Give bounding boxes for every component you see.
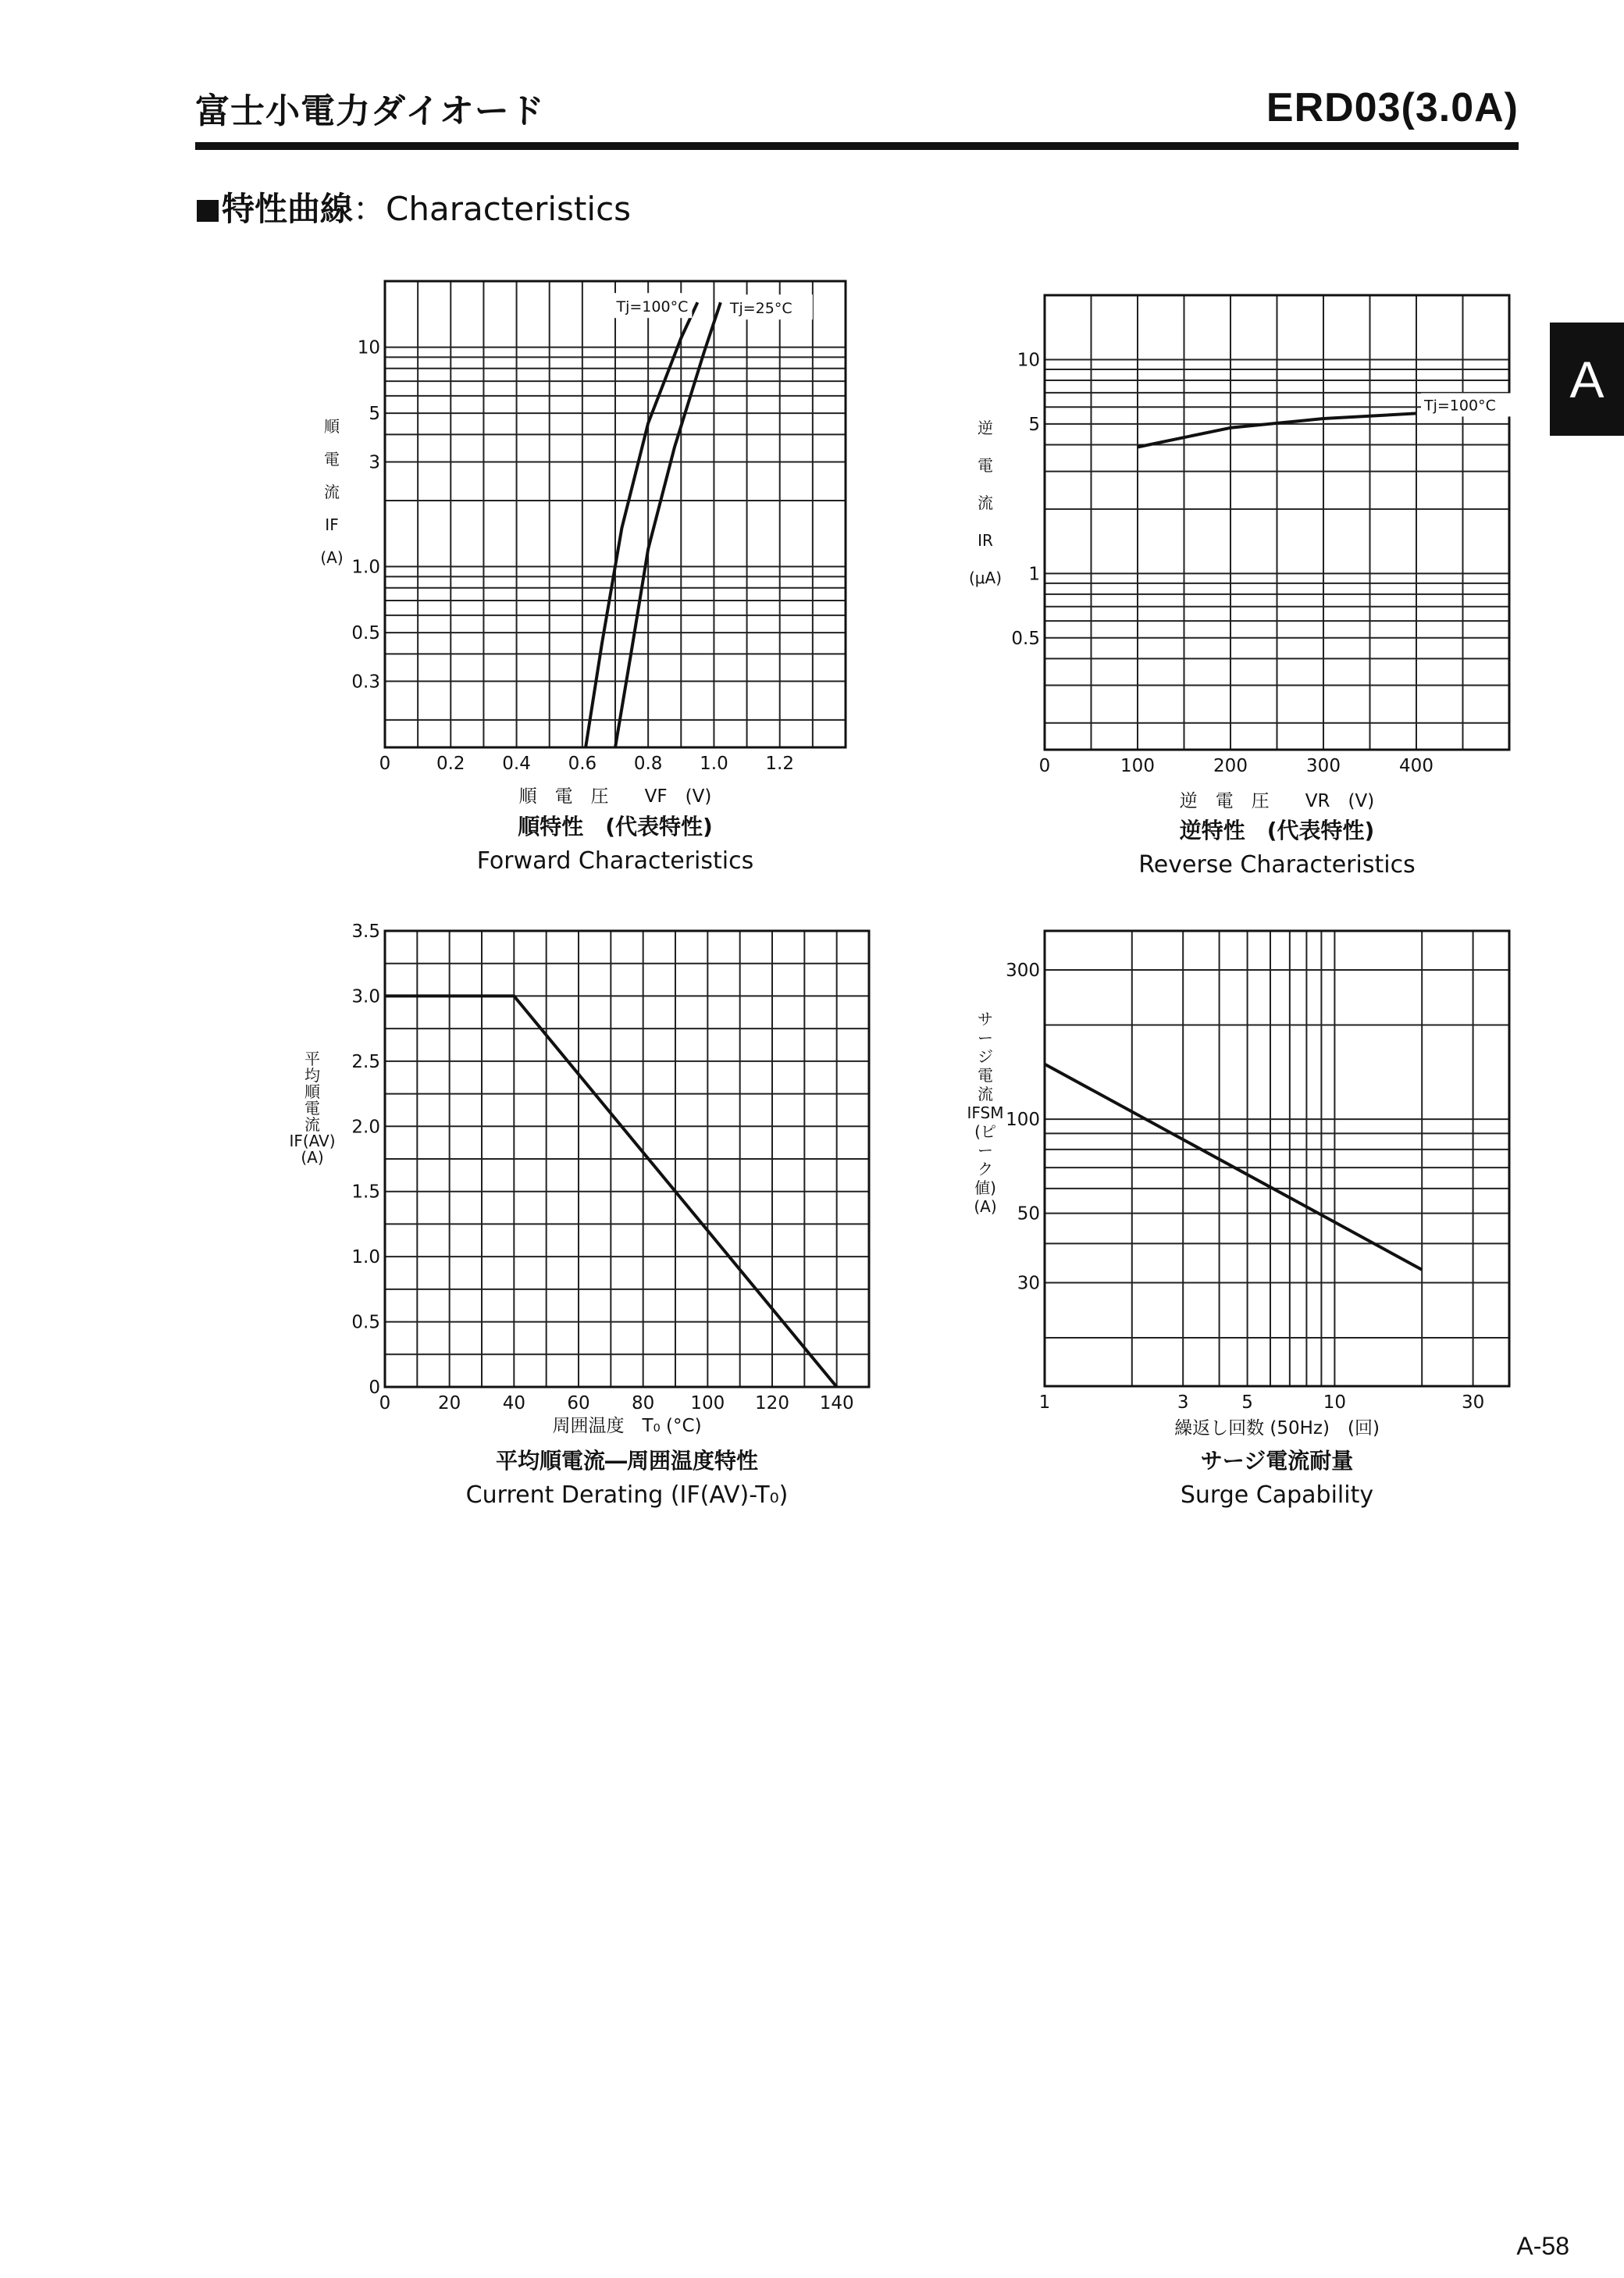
derating-x-tick-label: 80 (632, 1393, 655, 1414)
forward-x-tick-label: 0.4 (502, 754, 531, 774)
derating-y-tick-label: 2.0 (351, 1117, 380, 1138)
index-tab: A (1550, 323, 1624, 436)
surge-y-axis-label: サ (978, 1010, 993, 1028)
header-title-jp: 富士小電力ダイオード (195, 91, 545, 131)
derating-y-tick-label: 0.5 (351, 1312, 380, 1333)
derating-y-axis-label: 均 (304, 1066, 320, 1085)
surge-x-tick-label: 1 (1038, 1392, 1051, 1413)
forward-x-tick-label: 0.6 (568, 754, 597, 774)
derating-x-axis-label: 周囲温度 T₀ (°C) (552, 1416, 702, 1436)
reverse-x-tick-label: 100 (1120, 756, 1155, 776)
forward-x-tick-label: 1.0 (700, 754, 728, 774)
forward-title-en: Forward Characteristics (476, 847, 754, 875)
section-separator: ： (353, 190, 386, 228)
surge-y-axis-label: (A) (974, 1197, 997, 1216)
derating-x-tick-label: 20 (438, 1393, 461, 1414)
derating-y-tick-label: 3.0 (351, 986, 380, 1007)
forward-y-tick-label: 3 (369, 452, 380, 473)
surge-x-tick-label: 5 (1241, 1392, 1253, 1413)
surge-title-en: Surge Capability (1180, 1481, 1374, 1509)
derating-x-tick-label: 40 (502, 1393, 525, 1414)
surge-y-axis-label: (ピ (974, 1122, 996, 1141)
forward-y-axis-label: (A) (320, 548, 344, 567)
reverse-x-tick-label: 300 (1306, 756, 1341, 776)
surge-y-tick-label: 100 (1006, 1110, 1040, 1131)
reverse-y-axis-label: 逆 (978, 419, 993, 437)
surge-y-axis-label: ク (978, 1160, 993, 1178)
forward-title-jp: 順特性 (代表特性) (518, 814, 713, 840)
forward-x-tick-label: 0.8 (633, 754, 663, 774)
reverse-x-tick-label: 400 (1399, 756, 1433, 776)
surge-y-axis-label: ー (978, 1028, 993, 1047)
reverse-x-axis-label: 逆 電 圧 VR (V) (1179, 791, 1375, 811)
section-title-jp: 特性曲線 (222, 190, 354, 228)
surge-y-axis-label: ジ (978, 1047, 993, 1066)
surge-x-tick-label: 30 (1461, 1392, 1485, 1413)
forward-y-axis-label: 流 (324, 483, 340, 501)
forward-series-label: Tj=25°C (729, 300, 792, 318)
surge-title-jp: サージ電流耐量 (1200, 1448, 1354, 1474)
derating-y-axis-label: 順 (304, 1082, 320, 1101)
reverse-y-tick-label: 1 (1028, 564, 1040, 585)
derating-x-tick-label: 140 (819, 1393, 854, 1414)
reverse-y-tick-label: 10 (1017, 350, 1040, 371)
forward-x-axis-label: 順 電 圧 VF (V) (518, 786, 712, 807)
surge-y-tick-label: 50 (1017, 1203, 1040, 1225)
derating-x-tick-label: 60 (567, 1393, 590, 1414)
reverse-title-en: Reverse Characteristics (1138, 851, 1416, 879)
forward-y-tick-label: 10 (357, 337, 380, 358)
derating-y-tick-label: 1.0 (351, 1247, 380, 1268)
derating-y-tick-label: 1.5 (351, 1182, 380, 1203)
reverse-y-tick-label: 0.5 (1011, 628, 1040, 649)
forward-x-tick-label: 1.2 (765, 754, 795, 774)
section-title-en: Characteristics (386, 190, 632, 228)
reverse-title-jp: 逆特性 (代表特性) (1179, 818, 1375, 843)
surge-y-axis-label: 流 (978, 1085, 993, 1103)
forward-y-axis-label: 順 (324, 417, 340, 436)
derating-y-axis-label: 電 (304, 1099, 320, 1118)
forward-y-axis-label: 電 (324, 450, 340, 469)
reverse-y-axis-label: 流 (978, 494, 993, 512)
forward-y-tick-label: 0.3 (351, 672, 380, 693)
reverse-y-axis-label: 電 (978, 456, 993, 475)
surge-y-tick-label: 300 (1006, 961, 1040, 982)
forward-x-tick-label: 0.2 (436, 754, 465, 774)
page-number: A-58 (1516, 2232, 1569, 2260)
surge-frame (1045, 931, 1509, 1386)
derating-y-axis-label: (A) (301, 1148, 324, 1167)
forward-series-label: Tj=100°C (616, 298, 689, 316)
surge-y-axis-label: 値) (974, 1178, 996, 1197)
reverse-y-tick-label: 5 (1028, 414, 1040, 435)
derating-y-axis-label: 平 (304, 1050, 320, 1068)
derating-y-axis-label: IF(AV) (289, 1132, 336, 1150)
reverse-x-tick-label: 0 (1038, 756, 1051, 776)
derating-x-tick-label: 120 (755, 1393, 789, 1414)
derating-title-en: Current Derating (IF(AV)-T₀) (465, 1481, 789, 1509)
reverse-series-label: Tj=100°C (1424, 397, 1496, 415)
forward-y-tick-label: 1.0 (351, 557, 380, 578)
reverse-x-tick-label: 200 (1213, 756, 1248, 776)
surge-y-axis-label: 電 (978, 1066, 993, 1085)
derating-y-tick-label: 3.5 (351, 922, 380, 942)
surge-x-tick-label: 3 (1177, 1392, 1189, 1413)
forward-y-tick-label: 0.5 (351, 623, 380, 644)
surge-y-tick-label: 30 (1017, 1273, 1040, 1294)
reverse-y-axis-label: IR (978, 531, 993, 550)
derating-y-tick-label: 2.5 (351, 1051, 380, 1072)
forward-x-tick-label: 0 (379, 754, 391, 774)
surge-x-tick-label: 10 (1323, 1392, 1347, 1413)
derating-x-tick-label: 100 (690, 1393, 725, 1414)
surge-y-axis-label: ー (978, 1141, 993, 1160)
surge-y-axis-label: IFSM (967, 1103, 1004, 1122)
part-number: ERD03(3.0A) (1266, 85, 1519, 130)
forward-y-axis-label: IF (325, 515, 339, 534)
surge-x-axis-label: 繰返し回数 (50Hz) (回) (1174, 1418, 1380, 1438)
derating-title-jp: 平均順電流―周囲温度特性 (495, 1448, 759, 1474)
derating-y-tick-label: 0 (369, 1378, 380, 1398)
derating-x-tick-label: 0 (379, 1393, 391, 1414)
reverse-y-axis-label: (μA) (968, 569, 1003, 587)
derating-y-axis-label: 流 (304, 1115, 320, 1134)
forward-y-tick-label: 5 (369, 404, 380, 425)
